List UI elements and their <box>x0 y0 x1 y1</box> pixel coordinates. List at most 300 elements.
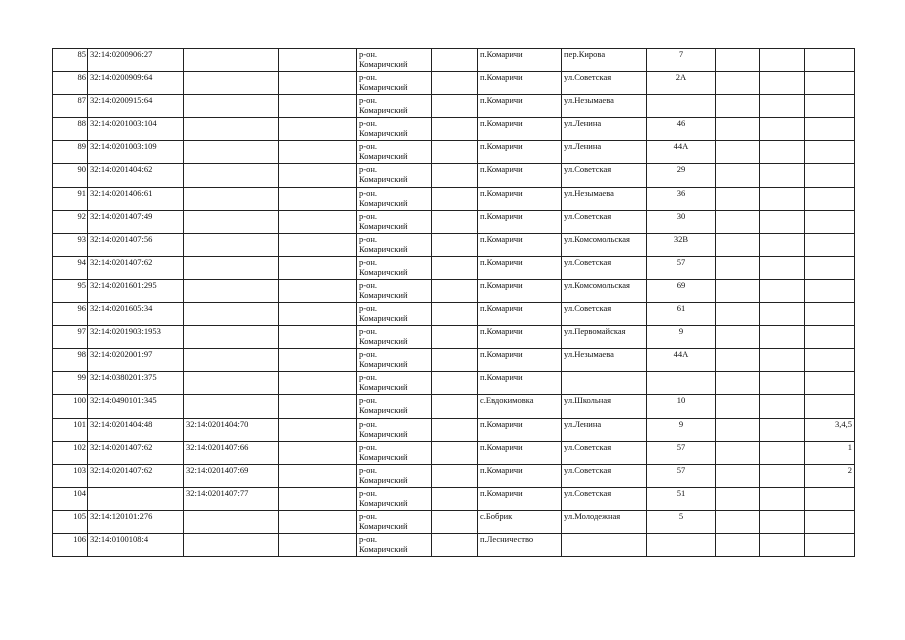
house-number: 57 <box>647 464 716 487</box>
cadastral-number: 32:14:0201605:34 <box>88 303 184 326</box>
district-line: р-он. <box>359 233 378 244</box>
empty-cell <box>432 233 478 256</box>
address-table <box>52 48 855 557</box>
empty-cell <box>432 418 478 441</box>
empty-cell <box>432 372 478 395</box>
street: ул.Незымаева <box>562 187 647 210</box>
empty-cell <box>432 141 478 164</box>
cadastral-number-secondary <box>184 326 279 349</box>
settlement: п.Комаричи <box>478 49 562 72</box>
row-number: 90 <box>53 164 88 187</box>
district-line: р-он. <box>359 210 378 221</box>
street: ул.Советская <box>562 441 647 464</box>
district-line: Комаричский <box>359 451 408 462</box>
cadastral-number-secondary <box>184 187 279 210</box>
settlement: п.Комаричи <box>478 326 562 349</box>
table-row <box>53 187 855 210</box>
house-number: 36 <box>647 187 716 210</box>
empty-cell <box>716 464 760 487</box>
cadastral-number: 32:14:0202001:97 <box>88 349 184 372</box>
row-number: 85 <box>53 49 88 72</box>
house-number: 51 <box>647 487 716 510</box>
cadastral-number: 32:14:0380201:375 <box>88 372 184 395</box>
empty-cell <box>716 418 760 441</box>
apartment-number <box>805 164 855 187</box>
cadastral-number-secondary: 32:14:0201407:66 <box>184 441 279 464</box>
district <box>357 49 432 72</box>
street: ул.Комсомольская <box>562 279 647 302</box>
empty-cell <box>279 326 357 349</box>
row-number: 103 <box>53 464 88 487</box>
apartment-number <box>805 210 855 233</box>
row-number: 102 <box>53 441 88 464</box>
empty-cell <box>760 279 805 302</box>
table-row <box>53 118 855 141</box>
cadastral-number-secondary <box>184 395 279 418</box>
empty-cell <box>432 395 478 418</box>
cadastral-number: 32:14:0201404:48 <box>88 418 184 441</box>
row-number: 96 <box>53 303 88 326</box>
apartment-number <box>805 349 855 372</box>
street: ул.Советская <box>562 210 647 233</box>
table-row <box>53 303 855 326</box>
district-line: р-он. <box>359 303 378 314</box>
empty-cell <box>432 326 478 349</box>
row-number: 99 <box>53 372 88 395</box>
table-row <box>53 487 855 510</box>
empty-cell <box>279 72 357 95</box>
empty-cell <box>432 510 478 533</box>
empty-cell <box>760 49 805 72</box>
row-number: 106 <box>53 533 88 556</box>
empty-cell <box>432 533 478 556</box>
cadastral-number-secondary <box>184 95 279 118</box>
empty-cell <box>432 464 478 487</box>
empty-cell <box>279 303 357 326</box>
empty-cell <box>760 441 805 464</box>
empty-cell <box>716 279 760 302</box>
district <box>357 210 432 233</box>
table-row <box>53 326 855 349</box>
district-line: Комаричский <box>359 243 408 254</box>
district-line: Комаричский <box>359 313 408 324</box>
settlement: п.Комаричи <box>478 303 562 326</box>
district <box>357 279 432 302</box>
apartment-number <box>805 533 855 556</box>
empty-cell <box>279 533 357 556</box>
cadastral-number: 32:14:0200909:64 <box>88 72 184 95</box>
cadastral-number-secondary <box>184 141 279 164</box>
district <box>357 233 432 256</box>
settlement: п.Комаричи <box>478 464 562 487</box>
district-line: Комаричский <box>359 289 408 300</box>
street: ул.Ленина <box>562 118 647 141</box>
empty-cell <box>716 49 760 72</box>
house-number: 9 <box>647 418 716 441</box>
empty-cell <box>279 187 357 210</box>
settlement: с.Бобрик <box>478 510 562 533</box>
district-line: р-он. <box>359 464 378 475</box>
street: ул.Ленина <box>562 418 647 441</box>
district-line: р-он. <box>359 164 378 175</box>
row-number: 92 <box>53 210 88 233</box>
house-number: 10 <box>647 395 716 418</box>
empty-cell <box>279 372 357 395</box>
empty-cell <box>432 303 478 326</box>
house-number: 69 <box>647 279 716 302</box>
table-row <box>53 395 855 418</box>
empty-cell <box>279 418 357 441</box>
district-line: Комаричский <box>359 82 408 93</box>
cadastral-number: 32:14:0201407:62 <box>88 441 184 464</box>
empty-cell <box>716 164 760 187</box>
cadastral-number-secondary <box>184 210 279 233</box>
district-line: р-он. <box>359 395 378 406</box>
house-number: 30 <box>647 210 716 233</box>
row-number: 98 <box>53 349 88 372</box>
district <box>357 441 432 464</box>
cadastral-number: 32:14:0201003:109 <box>88 141 184 164</box>
empty-cell <box>716 395 760 418</box>
district <box>357 303 432 326</box>
settlement: п.Комаричи <box>478 372 562 395</box>
empty-cell <box>716 441 760 464</box>
apartment-number: 3,4,5 <box>805 418 855 441</box>
cadastral-number: 32:14:0201407:56 <box>88 233 184 256</box>
empty-cell <box>432 441 478 464</box>
district-line: Комаричский <box>359 336 408 347</box>
district-line: р-он. <box>359 72 378 83</box>
district-line: Комаричский <box>359 359 408 370</box>
settlement: п.Комаричи <box>478 95 562 118</box>
district-line: р-он. <box>359 49 378 59</box>
district-line: р-он. <box>359 279 378 290</box>
empty-cell <box>760 418 805 441</box>
apartment-number <box>805 303 855 326</box>
empty-cell <box>760 349 805 372</box>
empty-cell <box>432 256 478 279</box>
settlement: п.Комаричи <box>478 141 562 164</box>
settlement: п.Комаричи <box>478 487 562 510</box>
district-line: Комаричский <box>359 105 408 116</box>
district <box>357 95 432 118</box>
row-number: 104 <box>53 487 88 510</box>
settlement: п.Комаричи <box>478 187 562 210</box>
cadastral-number: 32:14:0201601:295 <box>88 279 184 302</box>
empty-cell <box>760 326 805 349</box>
empty-cell <box>279 464 357 487</box>
empty-cell <box>279 141 357 164</box>
empty-cell <box>279 233 357 256</box>
empty-cell <box>716 326 760 349</box>
cadastral-number-secondary <box>184 118 279 141</box>
district <box>357 464 432 487</box>
row-number: 94 <box>53 256 88 279</box>
cadastral-number-secondary <box>184 256 279 279</box>
empty-cell <box>760 533 805 556</box>
apartment-number <box>805 49 855 72</box>
cadastral-number-secondary <box>184 72 279 95</box>
district-line: Комаричский <box>359 220 408 231</box>
empty-cell <box>716 533 760 556</box>
cadastral-number: 32:14:0200915:64 <box>88 95 184 118</box>
district <box>357 510 432 533</box>
cadastral-number: 32:14:0201903:1953 <box>88 326 184 349</box>
table-row <box>53 95 855 118</box>
district <box>357 418 432 441</box>
street: ул.Ленина <box>562 141 647 164</box>
empty-cell <box>760 118 805 141</box>
district-line: р-он. <box>359 510 378 521</box>
table-row <box>53 210 855 233</box>
empty-cell <box>760 372 805 395</box>
house-number <box>647 533 716 556</box>
house-number: 44А <box>647 349 716 372</box>
settlement: п.Комаричи <box>478 418 562 441</box>
empty-cell <box>716 118 760 141</box>
cadastral-number-secondary <box>184 303 279 326</box>
settlement: п.Комаричи <box>478 210 562 233</box>
settlement: п.Комаричи <box>478 164 562 187</box>
house-number <box>647 372 716 395</box>
cadastral-number: 32:14:0201407:62 <box>88 464 184 487</box>
empty-cell <box>432 487 478 510</box>
row-number: 89 <box>53 141 88 164</box>
district-line: Комаричский <box>359 474 408 485</box>
street: ул.Первомайская <box>562 326 647 349</box>
district-line: р-он. <box>359 418 378 429</box>
row-number: 105 <box>53 510 88 533</box>
row-number: 91 <box>53 187 88 210</box>
empty-cell <box>760 256 805 279</box>
empty-cell <box>716 487 760 510</box>
empty-cell <box>760 395 805 418</box>
empty-cell <box>279 95 357 118</box>
cadastral-number: 32:14:0201404:62 <box>88 164 184 187</box>
empty-cell <box>716 372 760 395</box>
district-line: Комаричский <box>359 543 408 554</box>
empty-cell <box>760 210 805 233</box>
empty-cell <box>716 303 760 326</box>
settlement: п.Комаричи <box>478 256 562 279</box>
street <box>562 372 647 395</box>
district <box>357 487 432 510</box>
street: ул.Советская <box>562 464 647 487</box>
empty-cell <box>432 279 478 302</box>
empty-cell <box>279 510 357 533</box>
cadastral-number-secondary <box>184 372 279 395</box>
house-number: 2А <box>647 72 716 95</box>
district-line: р-он. <box>359 441 378 452</box>
district <box>357 395 432 418</box>
cadastral-number-secondary <box>184 49 279 72</box>
empty-cell <box>716 95 760 118</box>
house-number: 9 <box>647 326 716 349</box>
empty-cell <box>432 118 478 141</box>
empty-cell <box>432 164 478 187</box>
empty-cell <box>432 210 478 233</box>
cadastral-number-secondary <box>184 533 279 556</box>
empty-cell <box>760 510 805 533</box>
empty-cell <box>760 95 805 118</box>
district-line: р-он. <box>359 141 378 152</box>
empty-cell <box>279 395 357 418</box>
street: пер.Кирова <box>562 49 647 72</box>
empty-cell <box>279 349 357 372</box>
cadastral-number-secondary: 32:14:0201404:70 <box>184 418 279 441</box>
row-number: 97 <box>53 326 88 349</box>
cadastral-number: 32:14:0490101:345 <box>88 395 184 418</box>
empty-cell <box>432 95 478 118</box>
settlement: п.Комаричи <box>478 441 562 464</box>
cadastral-number: 32:14:0201407:62 <box>88 256 184 279</box>
district-line: Комаричский <box>359 405 408 416</box>
empty-cell <box>716 510 760 533</box>
empty-cell <box>279 487 357 510</box>
row-number: 95 <box>53 279 88 302</box>
district-line: Комаричский <box>359 497 408 508</box>
empty-cell <box>716 210 760 233</box>
cadastral-number: 32:14:0201407:49 <box>88 210 184 233</box>
district <box>357 349 432 372</box>
district-line: р-он. <box>359 349 378 360</box>
empty-cell <box>760 164 805 187</box>
street <box>562 533 647 556</box>
table-row <box>53 349 855 372</box>
cadastral-number: 32:14:0201003:104 <box>88 118 184 141</box>
empty-cell <box>279 164 357 187</box>
empty-cell <box>716 72 760 95</box>
district-line: Комаричский <box>359 520 408 531</box>
apartment-number: 1 <box>805 441 855 464</box>
empty-cell <box>760 233 805 256</box>
house-number: 46 <box>647 118 716 141</box>
house-number: 7 <box>647 49 716 72</box>
empty-cell <box>760 141 805 164</box>
district <box>357 326 432 349</box>
apartment-number <box>805 487 855 510</box>
apartment-number <box>805 372 855 395</box>
district <box>357 164 432 187</box>
district <box>357 118 432 141</box>
cadastral-number <box>88 487 184 510</box>
district <box>357 187 432 210</box>
cadastral-number-secondary <box>184 164 279 187</box>
empty-cell <box>716 349 760 372</box>
house-number: 61 <box>647 303 716 326</box>
house-number: 32В <box>647 233 716 256</box>
cadastral-number: 32:14:0200906:27 <box>88 49 184 72</box>
apartment-number <box>805 279 855 302</box>
empty-cell <box>716 187 760 210</box>
empty-cell <box>279 118 357 141</box>
cadastral-number-secondary <box>184 233 279 256</box>
table-row <box>53 279 855 302</box>
settlement: п.Комаричи <box>478 233 562 256</box>
table-row <box>53 533 855 556</box>
district-line: р-он. <box>359 487 378 498</box>
apartment-number <box>805 187 855 210</box>
cadastral-number-secondary: 32:14:0201407:69 <box>184 464 279 487</box>
table-row <box>53 49 855 72</box>
empty-cell <box>760 464 805 487</box>
apartment-number <box>805 141 855 164</box>
table-row <box>53 441 855 464</box>
settlement: п.Комаричи <box>478 118 562 141</box>
empty-cell <box>760 187 805 210</box>
table-row <box>53 418 855 441</box>
apartment-number <box>805 72 855 95</box>
apartment-number <box>805 256 855 279</box>
apartment-number <box>805 233 855 256</box>
district-line: р-он. <box>359 95 378 106</box>
settlement: п.Комаричи <box>478 349 562 372</box>
district-line: Комаричский <box>359 59 408 69</box>
cadastral-number-secondary <box>184 279 279 302</box>
district-line: Комаричский <box>359 128 408 139</box>
district-line: Комаричский <box>359 151 408 162</box>
apartment-number <box>805 118 855 141</box>
street: ул.Советская <box>562 256 647 279</box>
table-row <box>53 256 855 279</box>
empty-cell <box>279 210 357 233</box>
row-number: 101 <box>53 418 88 441</box>
table-row <box>53 510 855 533</box>
cadastral-number: 32:14:0100108:4 <box>88 533 184 556</box>
district <box>357 372 432 395</box>
empty-cell <box>279 49 357 72</box>
district-line: Комаричский <box>359 382 408 393</box>
apartment-number <box>805 95 855 118</box>
district <box>357 72 432 95</box>
street: ул.Советская <box>562 487 647 510</box>
street: ул.Советская <box>562 164 647 187</box>
district <box>357 533 432 556</box>
district-line: Комаричский <box>359 174 408 185</box>
empty-cell <box>432 187 478 210</box>
district-line: р-он. <box>359 187 378 198</box>
row-number: 93 <box>53 233 88 256</box>
district <box>357 141 432 164</box>
district <box>357 256 432 279</box>
district-line: Комаричский <box>359 266 408 277</box>
cadastral-number-secondary <box>184 349 279 372</box>
cadastral-number-secondary: 32:14:0201407:77 <box>184 487 279 510</box>
table-row <box>53 164 855 187</box>
street: ул.Советская <box>562 303 647 326</box>
street: ул.Школьная <box>562 395 647 418</box>
house-number <box>647 95 716 118</box>
house-number: 57 <box>647 441 716 464</box>
district-line: Комаричский <box>359 197 408 208</box>
table-row <box>53 72 855 95</box>
district-line: р-он. <box>359 372 378 383</box>
empty-cell <box>716 141 760 164</box>
street: ул.Незымаева <box>562 349 647 372</box>
settlement: с.Евдокимовка <box>478 395 562 418</box>
empty-cell <box>432 72 478 95</box>
row-number: 87 <box>53 95 88 118</box>
row-number: 100 <box>53 395 88 418</box>
cadastral-number: 32:14:0201406:61 <box>88 187 184 210</box>
empty-cell <box>279 256 357 279</box>
apartment-number <box>805 510 855 533</box>
apartment-number: 2 <box>805 464 855 487</box>
row-number: 88 <box>53 118 88 141</box>
street: ул.Молодежная <box>562 510 647 533</box>
empty-cell <box>760 487 805 510</box>
street: ул.Советская <box>562 72 647 95</box>
